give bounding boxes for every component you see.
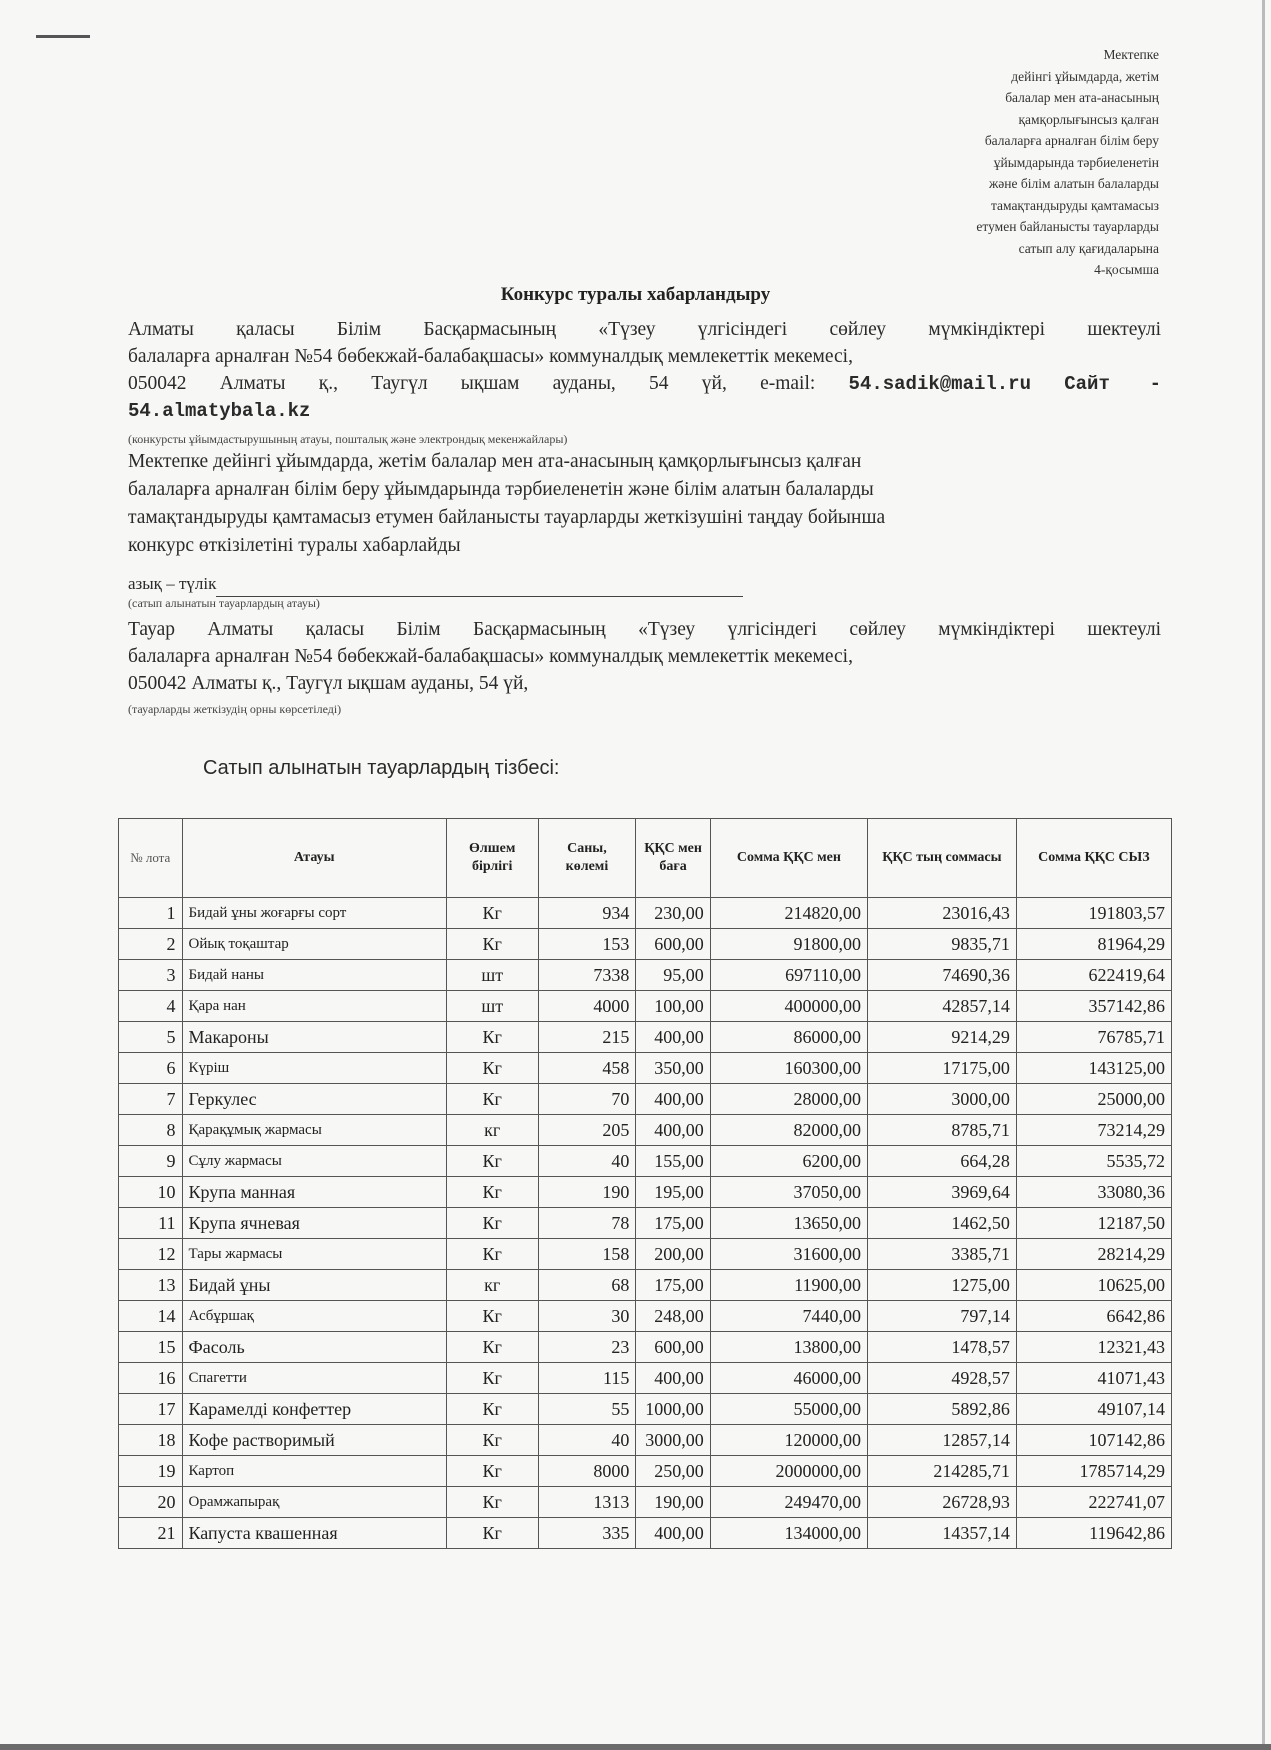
cell-sum-vat: 31600,00 <box>710 1239 867 1270</box>
goods-table <box>118 818 1172 1549</box>
cell-sum-novat: 12321,43 <box>1016 1332 1171 1363</box>
cell-sum-vat: 28000,00 <box>710 1084 867 1115</box>
table-row <box>119 1456 1172 1487</box>
annex-line: балаларға арналған білім беру <box>984 133 1159 148</box>
cell-sum-vat: 249470,00 <box>710 1487 867 1518</box>
cell-name: Фасоль <box>182 1332 446 1363</box>
organizer-address-line <box>128 370 1161 398</box>
cell-vat: 14357,14 <box>867 1518 1016 1549</box>
annex-line: ұйымдарында тәрбиеленетін <box>993 154 1159 170</box>
organizer-note: (конкурсты ұйымдастырушының атауы, пошталық және электрондық мекенжайлары) <box>128 432 568 446</box>
cell-unit: Кг <box>446 1518 538 1549</box>
table-row <box>119 1177 1172 1208</box>
table-row <box>119 1301 1172 1332</box>
cell-lot: 11 <box>119 1208 183 1239</box>
cell-vat: 1275,00 <box>867 1270 1016 1301</box>
cell-sum-novat: 357142,86 <box>1016 991 1171 1022</box>
cell-price: 100,00 <box>636 991 710 1022</box>
delivery-block <box>128 616 1161 697</box>
announcement-line: балаларға арналған білім беру ұйымдарында тәрбиеленетін және білім алатын балаларды <box>128 479 874 500</box>
cell-vat: 42857,14 <box>867 991 1016 1022</box>
annex-line: және білім алатын балаларды <box>988 176 1159 191</box>
cell-lot: 8 <box>119 1115 183 1146</box>
cell-price: 95,00 <box>636 960 710 991</box>
annex-line: Мектепке <box>1103 47 1159 62</box>
cell-price: 400,00 <box>636 1022 710 1053</box>
cell-sum-novat: 191803,57 <box>1016 898 1171 929</box>
delivery-line: Тауар Алматы қаласы Білім Басқармасының «Түзеу үлгісіндегі сөйлеу мүмкіндіктері шектеулі <box>128 619 1161 640</box>
table-row <box>119 1518 1172 1549</box>
cell-sum-vat: 55000,00 <box>710 1394 867 1425</box>
cell-price: 175,00 <box>636 1208 710 1239</box>
cell-vat: 3000,00 <box>867 1084 1016 1115</box>
cell-lot: 3 <box>119 960 183 991</box>
cell-name: Крупа манная <box>182 1177 446 1208</box>
cell-sum-novat: 107142,86 <box>1016 1425 1171 1456</box>
table-row <box>119 1208 1172 1239</box>
cell-sum-novat: 5535,72 <box>1016 1146 1171 1177</box>
table-row <box>119 1363 1172 1394</box>
cell-vat: 9835,71 <box>867 929 1016 960</box>
cell-qty: 190 <box>538 1177 636 1208</box>
cell-lot: 18 <box>119 1425 183 1456</box>
cell-price: 400,00 <box>636 1084 710 1115</box>
cell-unit: Кг <box>446 1394 538 1425</box>
cell-price: 195,00 <box>636 1177 710 1208</box>
cell-sum-vat: 7440,00 <box>710 1301 867 1332</box>
cell-lot: 12 <box>119 1239 183 1270</box>
col-header-price: ҚҚС мен баға <box>636 819 710 898</box>
cell-price: 600,00 <box>636 929 710 960</box>
annex-line: қамқорлығынсыз қалған <box>1018 111 1159 127</box>
cell-lot: 7 <box>119 1084 183 1115</box>
cell-name: Асбұршақ <box>182 1301 446 1332</box>
organizer-site-label: Сайт - <box>1064 373 1162 395</box>
cell-unit: Кг <box>446 1301 538 1332</box>
cell-sum-vat: 13650,00 <box>710 1208 867 1239</box>
organizer-line: Алматы қаласы Білім Басқармасының «Түзеу үлгісіндегі сөйлеу мүмкіндіктері шектеулі <box>128 319 1161 340</box>
cell-qty: 7338 <box>538 960 636 991</box>
goods-block <box>128 570 1161 597</box>
cell-sum-novat: 49107,14 <box>1016 1394 1171 1425</box>
col-header-sum-novat: Сомма ҚҚС СЫЗ <box>1016 819 1171 898</box>
cell-sum-vat: 91800,00 <box>710 929 867 960</box>
annex-line: тамақтандыруды қамтамасыз <box>990 197 1159 213</box>
organizer-site: 54.almatybala.kz <box>128 400 311 422</box>
cell-price: 250,00 <box>636 1456 710 1487</box>
organizer-address: 050042 Алматы қ., Таугүл ықшам ауданы, 54 үй, e-mail: <box>128 373 816 394</box>
col-header-vat: ҚҚС тың соммасы <box>867 819 1016 898</box>
cell-sum-vat: 86000,00 <box>710 1022 867 1053</box>
delivery-note: (тауарларды жеткізудің орны көрсетіледі) <box>128 702 342 716</box>
cell-name: Қарақұмық жармасы <box>182 1115 446 1146</box>
cell-unit: Кг <box>446 1208 538 1239</box>
cell-price: 175,00 <box>636 1270 710 1301</box>
table-row <box>119 1053 1172 1084</box>
cell-qty: 30 <box>538 1301 636 1332</box>
cell-lot: 16 <box>119 1363 183 1394</box>
cell-qty: 68 <box>538 1270 636 1301</box>
cell-name: Ойық тоқаштар <box>182 929 446 960</box>
cell-name: Орамжапырақ <box>182 1487 446 1518</box>
annex-line: сатып алу қағидаларына <box>1018 240 1159 256</box>
organizer-email: 54.sadik@mail.ru <box>848 373 1031 395</box>
cell-price: 400,00 <box>636 1115 710 1146</box>
cell-unit: кг <box>446 1270 538 1301</box>
cell-lot: 14 <box>119 1301 183 1332</box>
cell-sum-vat: 2000000,00 <box>710 1456 867 1487</box>
cell-vat: 5892,86 <box>867 1394 1016 1425</box>
cell-sum-vat: 134000,00 <box>710 1518 867 1549</box>
cell-price: 350,00 <box>636 1053 710 1084</box>
cell-unit: кг <box>446 1115 538 1146</box>
cell-sum-vat: 11900,00 <box>710 1270 867 1301</box>
cell-name: Қара нан <box>182 991 446 1022</box>
col-header-lot: № лота <box>119 819 183 898</box>
table-row <box>119 1115 1172 1146</box>
cell-vat: 17175,00 <box>867 1053 1016 1084</box>
table-row <box>119 991 1172 1022</box>
cell-qty: 458 <box>538 1053 636 1084</box>
scan-edge-bottom <box>0 1744 1271 1750</box>
cell-vat: 74690,36 <box>867 960 1016 991</box>
cell-price: 248,00 <box>636 1301 710 1332</box>
cell-price: 155,00 <box>636 1146 710 1177</box>
cell-sum-novat: 1785714,29 <box>1016 1456 1171 1487</box>
cell-sum-novat: 81964,29 <box>1016 929 1171 960</box>
cell-lot: 10 <box>119 1177 183 1208</box>
cell-name: Картоп <box>182 1456 446 1487</box>
annex-note <box>859 44 1159 281</box>
scan-edge-right <box>1262 0 1265 1750</box>
table-row <box>119 1084 1172 1115</box>
cell-unit: Кг <box>446 1456 538 1487</box>
cell-name: Карамелді конфеттер <box>182 1394 446 1425</box>
goods-underline <box>216 580 743 597</box>
page-title: Конкурс туралы хабарландыру <box>500 284 771 305</box>
cell-unit: Кг <box>446 1146 538 1177</box>
cell-qty: 934 <box>538 898 636 929</box>
cell-qty: 215 <box>538 1022 636 1053</box>
col-header-name: Атауы <box>182 819 446 898</box>
cell-lot: 20 <box>119 1487 183 1518</box>
cell-name: Крупа ячневая <box>182 1208 446 1239</box>
announcement-block <box>128 448 1161 560</box>
announcement-line: конкурс өткізілетіні туралы хабарлайды <box>128 535 461 556</box>
table-row <box>119 929 1172 960</box>
cell-qty: 205 <box>538 1115 636 1146</box>
cell-vat: 4928,57 <box>867 1363 1016 1394</box>
cell-vat: 1462,50 <box>867 1208 1016 1239</box>
cell-unit: Кг <box>446 898 538 929</box>
annex-line: етумен байланысты тауарларды <box>976 219 1159 234</box>
cell-unit: шт <box>446 960 538 991</box>
cell-name: Тары жармасы <box>182 1239 446 1270</box>
cell-vat: 8785,71 <box>867 1115 1016 1146</box>
cell-name: Спагетти <box>182 1363 446 1394</box>
cell-sum-novat: 73214,29 <box>1016 1115 1171 1146</box>
cell-name: Кофе растворимый <box>182 1425 446 1456</box>
cell-lot: 13 <box>119 1270 183 1301</box>
cell-name: Бидай ұны жоғарғы сорт <box>182 898 446 929</box>
cell-qty: 4000 <box>538 991 636 1022</box>
table-row <box>119 1270 1172 1301</box>
annex-line: балалар мен ата-анасының <box>1005 90 1159 105</box>
cell-sum-vat: 400000,00 <box>710 991 867 1022</box>
table-row <box>119 1239 1172 1270</box>
cell-qty: 78 <box>538 1208 636 1239</box>
cell-qty: 8000 <box>538 1456 636 1487</box>
cell-price: 600,00 <box>636 1332 710 1363</box>
cell-name: Бидай ұны <box>182 1270 446 1301</box>
cell-unit: Кг <box>446 1239 538 1270</box>
cell-name: Күріш <box>182 1053 446 1084</box>
cell-lot: 2 <box>119 929 183 960</box>
cell-sum-novat: 12187,50 <box>1016 1208 1171 1239</box>
col-header-unit: Өлшем бірлігі <box>446 819 538 898</box>
cell-unit: Кг <box>446 1425 538 1456</box>
cell-qty: 70 <box>538 1084 636 1115</box>
goods-note: (сатып алынатын тауарлардың атауы) <box>128 596 320 610</box>
cell-qty: 23 <box>538 1332 636 1363</box>
cell-qty: 153 <box>538 929 636 960</box>
cell-price: 3000,00 <box>636 1425 710 1456</box>
cell-unit: Кг <box>446 1177 538 1208</box>
announcement-line: тамақтандыруды қамтамасыз етумен байланысты тауарларды жеткізушіні таңдау бойынша <box>128 507 886 528</box>
cell-qty: 40 <box>538 1146 636 1177</box>
cell-sum-novat: 622419,64 <box>1016 960 1171 991</box>
annex-line: дейінгі ұйымдарда, жетім <box>1011 68 1159 84</box>
organizer-line: балаларға арналған №54 бөбекжай-балабақшасы» коммуналдық мемлекеттік мекемесі, <box>128 346 853 367</box>
cell-qty: 158 <box>538 1239 636 1270</box>
cell-unit: Кг <box>446 1084 538 1115</box>
cell-name: Геркулес <box>182 1084 446 1115</box>
organizer-block <box>128 316 1161 425</box>
col-header-qty: Саны, көлемі <box>538 819 636 898</box>
table-row <box>119 1394 1172 1425</box>
cell-lot: 15 <box>119 1332 183 1363</box>
cell-sum-vat: 160300,00 <box>710 1053 867 1084</box>
cell-qty: 335 <box>538 1518 636 1549</box>
table-row <box>119 1487 1172 1518</box>
cell-sum-vat: 46000,00 <box>710 1363 867 1394</box>
table-row <box>119 1332 1172 1363</box>
cell-unit: Кг <box>446 1332 538 1363</box>
delivery-line: балаларға арналған №54 бөбекжай-балабақшасы» коммуналдық мемлекеттік мекемесі, <box>128 646 853 667</box>
col-header-sum-vat: Сомма ҚҚС мен <box>710 819 867 898</box>
scan-mark <box>36 35 90 38</box>
cell-qty: 1313 <box>538 1487 636 1518</box>
cell-lot: 17 <box>119 1394 183 1425</box>
cell-lot: 6 <box>119 1053 183 1084</box>
cell-sum-vat: 82000,00 <box>710 1115 867 1146</box>
cell-price: 400,00 <box>636 1363 710 1394</box>
cell-sum-novat: 119642,86 <box>1016 1518 1171 1549</box>
cell-lot: 4 <box>119 991 183 1022</box>
cell-qty: 55 <box>538 1394 636 1425</box>
cell-lot: 9 <box>119 1146 183 1177</box>
cell-vat: 797,14 <box>867 1301 1016 1332</box>
cell-unit: Кг <box>446 1053 538 1084</box>
cell-sum-novat: 41071,43 <box>1016 1363 1171 1394</box>
cell-vat: 3969,64 <box>867 1177 1016 1208</box>
cell-sum-vat: 120000,00 <box>710 1425 867 1456</box>
cell-price: 1000,00 <box>636 1394 710 1425</box>
cell-sum-vat: 13800,00 <box>710 1332 867 1363</box>
table-row <box>119 1146 1172 1177</box>
cell-vat: 23016,43 <box>867 898 1016 929</box>
cell-name: Макароны <box>182 1022 446 1053</box>
cell-name: Сұлу жармасы <box>182 1146 446 1177</box>
cell-sum-vat: 214820,00 <box>710 898 867 929</box>
cell-unit: Кг <box>446 1487 538 1518</box>
cell-sum-vat: 6200,00 <box>710 1146 867 1177</box>
cell-sum-novat: 6642,86 <box>1016 1301 1171 1332</box>
delivery-line: 050042 Алматы қ., Таугүл ықшам ауданы, 54 үй, <box>128 673 529 694</box>
table-row <box>119 1425 1172 1456</box>
cell-vat: 1478,57 <box>867 1332 1016 1363</box>
cell-price: 230,00 <box>636 898 710 929</box>
cell-sum-vat: 37050,00 <box>710 1177 867 1208</box>
list-title: Сатып алынатын тауарлардың тізбесі: <box>203 757 560 779</box>
goods-value: азық – түлік <box>128 574 217 593</box>
cell-sum-novat: 143125,00 <box>1016 1053 1171 1084</box>
cell-sum-vat: 697110,00 <box>710 960 867 991</box>
cell-sum-novat: 10625,00 <box>1016 1270 1171 1301</box>
cell-sum-novat: 76785,71 <box>1016 1022 1171 1053</box>
cell-vat: 12857,14 <box>867 1425 1016 1456</box>
cell-lot: 21 <box>119 1518 183 1549</box>
cell-price: 190,00 <box>636 1487 710 1518</box>
cell-vat: 214285,71 <box>867 1456 1016 1487</box>
cell-qty: 40 <box>538 1425 636 1456</box>
cell-qty: 115 <box>538 1363 636 1394</box>
cell-price: 400,00 <box>636 1518 710 1549</box>
cell-lot: 5 <box>119 1022 183 1053</box>
cell-name: Капуста квашенная <box>182 1518 446 1549</box>
cell-unit: Кг <box>446 1363 538 1394</box>
cell-vat: 26728,93 <box>867 1487 1016 1518</box>
cell-vat: 3385,71 <box>867 1239 1016 1270</box>
cell-lot: 19 <box>119 1456 183 1487</box>
table-row <box>119 1022 1172 1053</box>
cell-price: 200,00 <box>636 1239 710 1270</box>
announcement-line: Мектепке дейінгі ұйымдарда, жетім балалар мен ата-анасының қамқорлығынсыз қалған <box>128 451 862 472</box>
cell-unit: Кг <box>446 1022 538 1053</box>
cell-vat: 664,28 <box>867 1146 1016 1177</box>
table-header-row <box>119 819 1172 898</box>
cell-unit: Кг <box>446 929 538 960</box>
cell-sum-novat: 25000,00 <box>1016 1084 1171 1115</box>
cell-sum-novat: 222741,07 <box>1016 1487 1171 1518</box>
cell-unit: шт <box>446 991 538 1022</box>
cell-sum-novat: 33080,36 <box>1016 1177 1171 1208</box>
table-row <box>119 960 1172 991</box>
cell-sum-novat: 28214,29 <box>1016 1239 1171 1270</box>
cell-lot: 1 <box>119 898 183 929</box>
cell-name: Бидай наны <box>182 960 446 991</box>
annex-line: 4-қосымша <box>1094 262 1159 277</box>
cell-vat: 9214,29 <box>867 1022 1016 1053</box>
table-row <box>119 898 1172 929</box>
